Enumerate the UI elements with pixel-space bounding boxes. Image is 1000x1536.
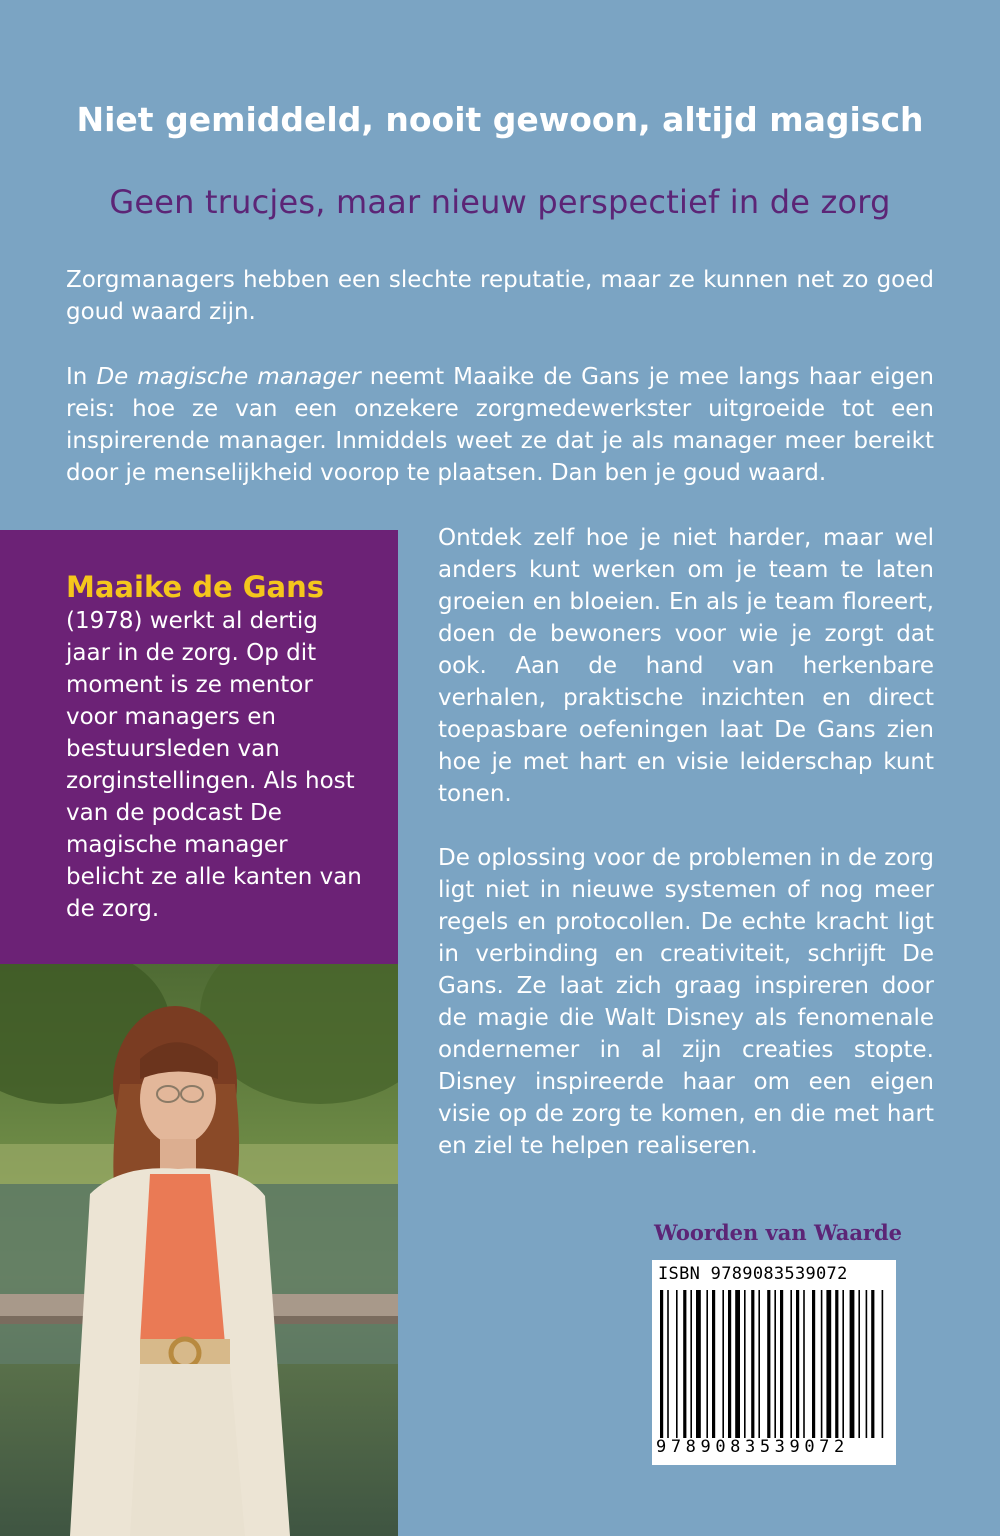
barcode-bar [735,1290,740,1438]
author-photo-illustration [0,964,398,1536]
barcode-bar [767,1290,770,1438]
barcode-bar [858,1290,860,1438]
barcode-bar [866,1290,868,1438]
barcode-bars [652,1260,896,1465]
barcode-bar [712,1290,715,1438]
barcode-bar [790,1290,792,1438]
barcode-bar [774,1290,776,1438]
barcode-bar [728,1290,731,1438]
barcode-bar [676,1290,678,1438]
intro-paragraph-1: Zorgmanagers hebben een slechte reputatie, maar ze kunnen net zo goed goud waard zijn. [66,267,934,325]
barcode-bar [842,1290,844,1438]
book-title: De magische manager [96,364,361,390]
isbn-label: ISBN 9789083539072 [658,1264,848,1284]
barcode-bar [796,1290,799,1438]
barcode-bar [683,1290,686,1438]
author-bio: (1978) werkt al dertig jaar in de zorg. Op dit moment is ze mentor voor managers en bestuursleden van zorginstellingen. Als host van de podcast De magische manager belicht ze alle kanten van de zorg. [66,608,362,922]
body-paragraph-1: Ontdek zelf hoe je niet harder, maar wel anders kunt werken om je team te laten groeien en bloeien. En als je team floreert, doen de bewoners voor wie je zorgt dat ook. Aan de hand van herkenbare verhalen, praktische inzichten en direct toepasbare oefeningen laat De Gans zien hoe je met hart en visie leiderschap kunt tonen. [438,525,934,807]
headline: Niet gemiddeld, nooit gewoon, altijd magisch [76,100,924,139]
barcode-bar [758,1290,760,1438]
intro-paragraph-2 [66,361,934,489]
barcode-bar [751,1290,754,1438]
barcode-bar [690,1290,692,1438]
body-paragraph-2: De oplossing voor de problemen in de zorg ligt niet in nieuwe systemen of nog meer regels en protocollen. De echte kracht ligt in verbinding en creativiteit, schrijft De Gans. Ze laat zich graag inspireren door de magie die Walt Disney als fenomenale ondernemer in al zijn creaties stopte. Disney inspireerde haar om een eigen visie op de zorg te komen, en die met hart en ziel te helpen realiseren. [438,845,934,1159]
subheadline: Geen trucjes, maar nieuw perspectief in de zorg [109,183,891,221]
barcode-bar [780,1290,783,1438]
barcode-bar [667,1290,669,1438]
barcode-bar [660,1290,663,1438]
author-photo [0,964,398,1536]
barcode [652,1260,896,1465]
barcode-bar [821,1290,823,1438]
barcode-bar [871,1290,874,1438]
barcode-bar [850,1290,855,1438]
publisher-logo: Woorden van Waarde [654,1220,903,1245]
intro-rest: neemt Maaike de Gans je mee langs haar eigen reis: hoe ze van een onzekere zorgmedewerkster uitgroeide tot een inspirerende manager. Inmiddels weet ze dat je als manager meer bereikt door je menselijkheid voorop te plaatsen. Dan ben je goud waard. [66,364,934,486]
intro-prefix: In [66,364,97,390]
barcode-bar [706,1290,708,1438]
barcode-bar [882,1290,884,1438]
barcode-bar [826,1290,831,1438]
barcode-bar [835,1290,838,1438]
barcode-bar [722,1290,724,1438]
author-name: Maaike de Gans [66,570,325,604]
barcode-bar [803,1290,805,1438]
barcode-bar [812,1290,815,1438]
barcode-bar [696,1290,701,1438]
barcode-digits: 9789083539072 [656,1437,849,1457]
barcode-bar [744,1290,746,1438]
